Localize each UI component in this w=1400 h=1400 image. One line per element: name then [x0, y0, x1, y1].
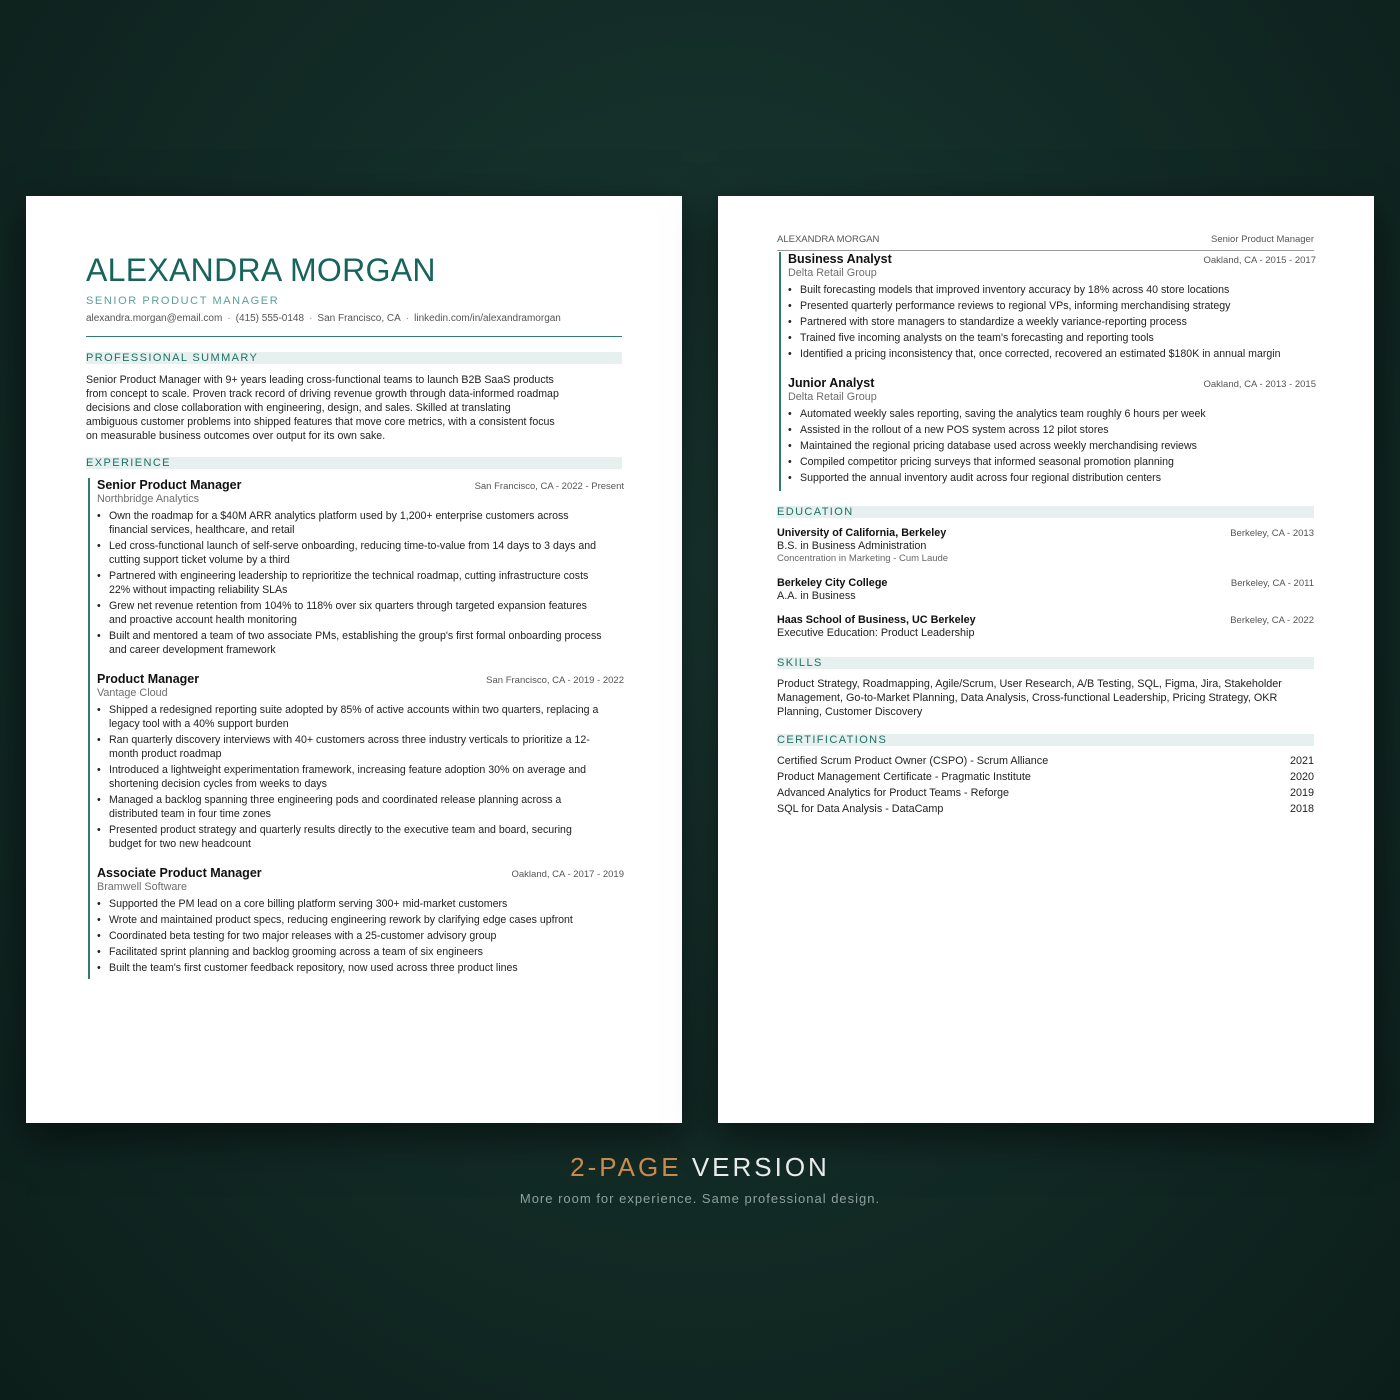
job-bullet: • Wrote and maintained product specs, reducing engineering rework by clarifying edge cases upfront	[97, 913, 624, 927]
contact-separator: ·	[227, 313, 231, 324]
running-header-name: ALEXANDRA MORGAN	[777, 234, 880, 245]
job-bullet: • Built the team's first customer feedback repository, now used across three product lines	[97, 961, 624, 975]
job-location-dates: San Francisco, CA - 2022 - Present	[474, 481, 624, 492]
job-entry	[781, 252, 1316, 363]
bullet-line: • Partnered with engineering leadership to reprioritize the technical roadmap, cutting infrastructure costs	[109, 570, 589, 582]
job-bullet	[97, 763, 624, 791]
running-header	[777, 234, 1314, 245]
job-bullets	[97, 703, 624, 851]
contact-separator: ·	[405, 313, 410, 324]
summary-line: on measurable business outcomes over output for its own sake.	[86, 430, 386, 442]
summary-line: Senior Product Manager with 9+ years leading cross-functional teams to launch B2B SaaS products	[86, 374, 554, 386]
education-degree: B.S. in Business Administration	[777, 540, 927, 552]
job-bullet: • Supported the annual inventory audit across four regional distribution centers	[788, 471, 1316, 485]
contact-line	[86, 313, 561, 324]
job-location-dates: Oakland, CA - 2017 - 2019	[511, 869, 624, 880]
section-heading-education: EDUCATION	[777, 506, 1314, 518]
job-location-dates: San Francisco, CA - 2019 - 2022	[486, 675, 624, 686]
bullet-line: • Ran quarterly discovery interviews with 40+ customers across three industry verticals to prioritize a 12-	[109, 734, 590, 746]
caption-text: VERSION	[691, 1152, 830, 1182]
job-company: Delta Retail Group	[788, 267, 877, 279]
education-entry	[777, 577, 1314, 602]
header-divider	[86, 336, 622, 337]
running-header-role: Senior Product Manager	[1211, 234, 1314, 245]
bullet-line: cutting support ticket volume by a third	[109, 554, 290, 566]
job-bullet	[97, 793, 624, 821]
job-bullet: • Facilitated sprint planning and backlog grooming across a team of six engineers	[97, 945, 624, 959]
job-bullet: • Supported the PM lead on a core billing platform serving 300+ mid-market customers	[97, 897, 624, 911]
running-header-divider	[777, 250, 1314, 251]
job-bullets	[97, 509, 624, 657]
certification-row	[777, 786, 1314, 802]
certification-year: 2019	[1289, 787, 1314, 799]
summary-line: from concept to scale. Proven track record of driving revenue growth through data-informed roadmap	[86, 388, 559, 400]
job-bullet	[97, 703, 624, 731]
contact-email: alexandra.morgan@email.com	[86, 313, 223, 324]
bullet-line: budget for two new headcount	[109, 838, 251, 850]
education-location-date: Berkeley, CA - 2011	[1230, 578, 1314, 589]
job-bullet	[97, 629, 624, 657]
job-bullet	[97, 539, 624, 567]
section-heading-certifications: CERTIFICATIONS	[777, 734, 1314, 746]
bullet-line: • Built and mentored a team of two associate PMs, establishing the group's first formal onboarding process	[109, 630, 602, 642]
section-heading-summary: PROFESSIONAL SUMMARY	[86, 352, 622, 364]
bullet-line: • Led cross-functional launch of self-serve onboarding, reducing time-to-value from 14 days to 3 days and	[109, 540, 596, 552]
experience-list	[88, 478, 624, 979]
bullet-line: 22% without impacting reliability SLAs	[109, 584, 288, 596]
bullet-line: distributed team in four time zones	[109, 808, 271, 820]
education-entry	[777, 527, 1314, 564]
education-school: Haas School of Business, UC Berkeley	[777, 614, 976, 626]
contact-location: San Francisco, CA	[317, 313, 401, 324]
job-bullet: • Built forecasting models that improved inventory accuracy by 18% across 40 store locations	[788, 283, 1316, 297]
resume-page-2	[718, 196, 1374, 1123]
section-heading-experience: EXPERIENCE	[86, 457, 622, 469]
promo-subtitle: More room for experience. Same professional design.	[519, 1191, 881, 1206]
job-entry	[781, 376, 1316, 487]
job-location-dates: Oakland, CA - 2015 - 2017	[1203, 255, 1316, 266]
job-bullets	[788, 283, 1316, 361]
section-heading-skills: SKILLS	[777, 657, 1314, 669]
job-title: Business Analyst	[788, 252, 892, 266]
job-entry	[90, 478, 624, 659]
bullet-line: legacy tool with a 40% support burden	[109, 718, 289, 730]
certification-row	[777, 802, 1314, 818]
certification-name: Product Management Certificate - Pragmatic Institute	[777, 771, 1031, 783]
job-bullet	[97, 733, 624, 761]
job-entry	[90, 866, 624, 977]
job-bullets	[788, 407, 1316, 485]
contact-linkedin: linkedin.com/in/alexandramorgan	[414, 313, 561, 324]
bullet-line: • Grew net revenue retention from 104% to 118% over six quarters through targeted expansion features	[109, 600, 587, 612]
education-location-date: Berkeley, CA - 2022	[1230, 615, 1314, 626]
bullet-line: and proactive account health monitoring	[109, 614, 297, 626]
bullet-line: and career development framework	[109, 644, 276, 656]
job-title: Product Manager	[97, 672, 200, 686]
job-bullet: • Trained five incoming analysts on the team's forecasting and reporting tools	[788, 331, 1316, 345]
skills-line: Planning, Customer Discovery	[777, 706, 923, 718]
certification-name: Certified Scrum Product Owner (CSPO) - Scrum Alliance	[777, 755, 1049, 767]
job-bullet: • Identified a pricing inconsistency that, once corrected, recovered an estimated $180K in annual margin	[788, 347, 1316, 361]
job-bullet: • Coordinated beta testing for two major releases with a 25-customer advisory group	[97, 929, 624, 943]
certification-row	[777, 754, 1314, 770]
resume-page-1	[26, 196, 682, 1123]
job-bullet: • Maintained the regional pricing database used across weekly merchandising reviews	[788, 439, 1316, 453]
certification-name: SQL for Data Analysis - DataCamp	[777, 803, 944, 815]
job-location-dates: Oakland, CA - 2013 - 2015	[1203, 379, 1316, 390]
job-bullet: • Automated weekly sales reporting, saving the analytics team roughly 6 hours per week	[788, 407, 1316, 421]
summary-line: ambiguous customer problems into shipped features that move core metrics, with a consistent focus	[86, 416, 555, 428]
job-bullets	[97, 897, 624, 975]
job-bullet: • Compiled competitor pricing surveys that informed seasonal promotion planning	[788, 455, 1316, 469]
education-location-date: Berkeley, CA - 2013	[1230, 528, 1314, 539]
professional-summary	[86, 373, 596, 443]
bullet-line: • Presented product strategy and quarterly results directly to the executive team and board, securing	[109, 824, 572, 836]
education-degree: A.A. in Business	[777, 590, 856, 602]
job-bullet: • Presented quarterly performance reviews to regional VPs, informing merchandising strategy	[788, 299, 1316, 313]
certification-row	[777, 770, 1314, 786]
certification-name: Advanced Analytics for Product Teams - Reforge	[777, 787, 1010, 799]
contact-phone: (415) 555-0148	[235, 313, 305, 324]
bullet-line: • Managed a backlog spanning three engineering pods and coordinated release planning across a	[109, 794, 562, 806]
promo-caption	[0, 1152, 1400, 1183]
education-school: University of California, Berkeley	[777, 527, 947, 539]
job-bullet	[97, 509, 624, 537]
job-company: Delta Retail Group	[788, 391, 877, 403]
candidate-name: ALEXANDRA MORGAN	[86, 252, 436, 288]
certification-year: 2018	[1289, 803, 1314, 815]
education-school: Berkeley City College	[777, 577, 888, 589]
job-entry	[90, 672, 624, 853]
bullet-line: month product roadmap	[109, 748, 222, 760]
bullet-line: • Own the roadmap for a $40M ARR analytics platform used by 1,200+ enterprise customers across	[109, 510, 569, 522]
bullet-line: • Shipped a redesigned reporting suite adopted by 85% of active accounts within two quarters, replacing a	[109, 704, 599, 716]
job-company: Vantage Cloud	[97, 687, 168, 699]
job-title: Associate Product Manager	[97, 866, 262, 880]
job-bullet: • Partnered with store managers to standardize a weekly variance-reporting process	[788, 315, 1316, 329]
education-note: Concentration in Marketing - Cum Laude	[777, 553, 949, 564]
job-bullet: • Assisted in the rollout of a new POS system across 12 pilot stores	[788, 423, 1316, 437]
certification-year: 2020	[1289, 771, 1314, 783]
job-title: Senior Product Manager	[97, 478, 242, 492]
skills-line: Management, Go-to-Market Planning, Data Analysis, Cross-functional Leadership, Pricing Strategy, OKR	[777, 692, 1278, 704]
skills-list	[777, 677, 1314, 719]
job-bullet	[97, 569, 624, 597]
job-company: Northbridge Analytics	[97, 493, 200, 505]
job-company: Bramwell Software	[97, 881, 188, 893]
job-title: Junior Analyst	[788, 376, 875, 390]
experience-list-continued	[779, 252, 1316, 491]
summary-line: decisions and close collaboration with engineering, design, and sales. Skilled at translating	[86, 402, 511, 414]
job-bullet	[97, 599, 624, 627]
contact-separator: ·	[309, 313, 313, 324]
skills-line: Product Strategy, Roadmapping, Agile/Scrum, User Research, A/B Testing, SQL, Figma, Jira, Stakeholder	[777, 678, 1282, 690]
caption-highlight: 2-PAGE	[570, 1152, 682, 1182]
education-degree: Executive Education: Product Leadership	[777, 627, 975, 639]
bullet-line: • Introduced a lightweight experimentation framework, increasing feature adoption 30% on average and	[109, 764, 587, 776]
certification-year: 2021	[1289, 755, 1314, 767]
education-entry	[777, 614, 1314, 639]
certifications-list	[777, 754, 1314, 818]
bullet-line: financial services, healthcare, and retail	[109, 524, 295, 536]
candidate-role: SENIOR PRODUCT MANAGER	[86, 295, 280, 307]
bullet-line: shortening decision cycles from weeks to days	[109, 778, 327, 790]
job-bullet	[97, 823, 624, 851]
